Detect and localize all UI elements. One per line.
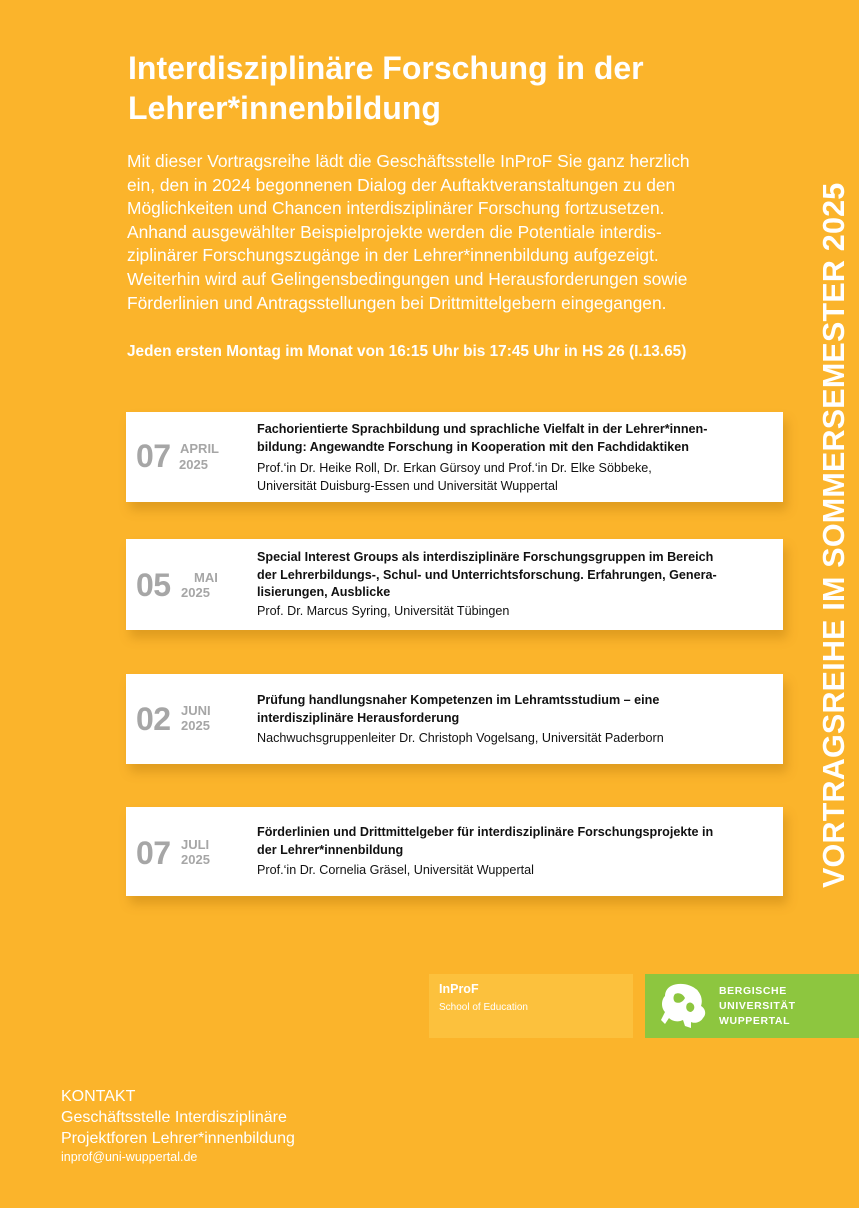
event-title-line: Förderlinien und Drittmittelgeber für interdisziplinäre Forschungsprojekte in <box>257 825 714 839</box>
inprof-name: InProF <box>439 982 479 996</box>
event-speaker-line: Prof. Dr. Marcus Syring, Universität Tübingen <box>257 604 510 618</box>
intro-line: Mit dieser Vortragsreihe lädt die Geschäftsstelle InProF Sie ganz herzlich <box>127 151 690 171</box>
contact-block <box>61 1087 295 1166</box>
event-title <box>257 421 777 456</box>
event-card-juni <box>126 674 783 764</box>
intro-line: Förderlinien und Antragsstellungen bei Drittmittelgebern eingegangen. <box>127 292 667 313</box>
university-name-line: BERGISCHE <box>719 985 787 997</box>
inprof-logo <box>429 974 633 1038</box>
intro-line: Weiterhin wird auf Gelingensbedingungen und Herausforderungen sowie <box>127 268 688 289</box>
university-logo <box>645 974 859 1038</box>
event-day: 02 <box>136 701 171 737</box>
event-year: 2025 <box>181 852 210 867</box>
inprof-subtitle: School of Education <box>439 1002 528 1013</box>
event-day: 05 <box>136 567 171 603</box>
event-speaker-line: Prof.‘in Dr. Heike Roll, Dr. Erkan Gürsoy und Prof.‘in Dr. Elke Söbbeke, <box>257 461 652 475</box>
event-year: 2025 <box>181 585 210 600</box>
university-name <box>719 984 796 1029</box>
event-month: JUNI <box>181 703 211 718</box>
event-speaker <box>257 730 777 748</box>
page-title <box>128 48 768 128</box>
event-year: 2025 <box>179 457 208 472</box>
event-day: 07 <box>136 438 171 474</box>
contact-heading: KONTAKT <box>61 1088 136 1105</box>
intro-line: ziplinärer Forschungszugänge in der Lehrer*innenbildung aufgezeigt. <box>127 245 659 266</box>
event-title-line: interdisziplinäre Herausforderung <box>257 710 460 725</box>
title-line-2: Lehrer*innenbildung <box>128 90 441 126</box>
event-month: JULI <box>181 837 210 852</box>
contact-email[interactable]: inprof@uni-wuppertal.de <box>61 1150 198 1164</box>
event-speaker-line: Universität Duisburg-Essen und Universität Wuppertal <box>257 478 558 493</box>
event-title-line: der Lehrerbildungs-, Schul- und Unterrichtsforschung. Erfahrungen, Genera- <box>257 567 717 582</box>
event-title-line: Prüfung handlungsnaher Kompetenzen im Lehramtsstudium – eine <box>257 693 660 707</box>
intro-line: Anhand ausgewählter Beispielprojekte werden die Potentiale interdis- <box>127 221 662 242</box>
event-title-line: Special Interest Groups als interdisziplinäre Forschungsgruppen im Bereich <box>257 550 714 564</box>
intro-line: ein, den in 2024 begonnenen Dialog der Auftaktveranstaltungen zu den <box>127 174 676 195</box>
event-day: 07 <box>136 835 171 871</box>
event-year: 2025 <box>181 718 210 733</box>
event-month: APRIL <box>180 441 219 456</box>
schedule-info: Jeden ersten Montag im Monat von 16:15 Uhr bis 17:45 Uhr in HS 26 (I.13.65) <box>127 343 687 360</box>
university-name-line: WUPPERTAL <box>719 1015 791 1027</box>
event-title-line: bildung: Angewandte Forschung in Kooperation mit den Fachdidaktiken <box>257 439 689 454</box>
event-speaker-line: Nachwuchsgruppenleiter Dr. Christoph Vogelsang, Universität Paderborn <box>257 731 664 745</box>
intro-line: Möglichkeiten und Chancen interdisziplinärer Forschung fortzusetzen. <box>127 198 665 219</box>
event-title <box>257 549 777 602</box>
event-title <box>257 824 777 859</box>
title-line-1: Interdisziplinäre Forschung in der <box>128 50 644 86</box>
event-speaker <box>257 862 777 880</box>
event-card-mai <box>126 539 783 630</box>
intro-paragraph <box>127 150 787 315</box>
contact-line: Projektforen Lehrer*innenbildung <box>61 1130 295 1147</box>
contact-line: Geschäftsstelle Interdisziplinäre <box>61 1109 287 1126</box>
event-month: MAI <box>194 570 218 585</box>
event-card-april <box>126 412 783 502</box>
event-speaker <box>257 603 777 621</box>
vertical-series-title: VORTRAGSREIHE IM SOMMERSEMESTER 2025 <box>817 182 851 888</box>
event-title-line: der Lehrer*innenbildung <box>257 842 404 857</box>
event-title-line: lisierungen, Ausblicke <box>257 585 391 599</box>
lion-crest-icon <box>657 980 709 1032</box>
event-title <box>257 692 777 727</box>
university-name-line: UNIVERSITÄT <box>719 1000 796 1012</box>
event-title-line: Fachorientierte Sprachbildung und sprachliche Vielfalt in der Lehrer*innen- <box>257 422 708 436</box>
event-speaker-line: Prof.‘in Dr. Cornelia Gräsel, Universität Wuppertal <box>257 863 534 877</box>
event-speaker <box>257 460 777 495</box>
event-card-juli <box>126 807 783 896</box>
